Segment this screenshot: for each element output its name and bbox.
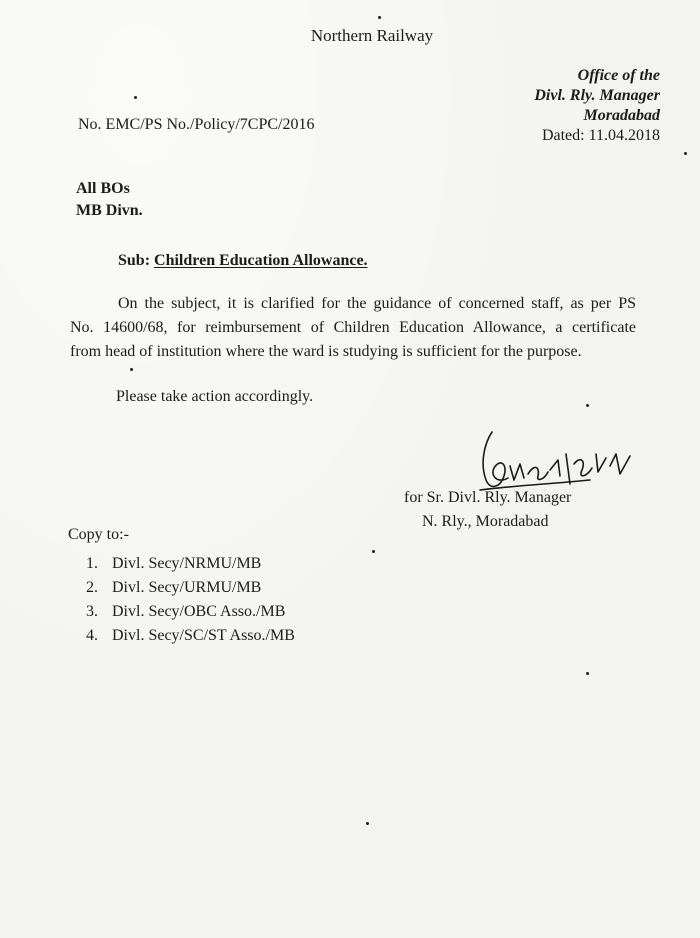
scan-speck <box>130 368 133 371</box>
addressee-block <box>76 178 143 222</box>
subject-text: Children Education Allowance. <box>154 252 368 269</box>
scan-speck <box>586 672 589 675</box>
list-item <box>86 624 295 648</box>
instruction-text: Please take action accordingly. <box>116 388 314 405</box>
list-item-number: 2. <box>86 579 98 596</box>
list-item-number: 4. <box>86 627 98 644</box>
office-line-1: Office of the <box>577 67 660 84</box>
office-line-2: Divl. Rly. Manager <box>534 87 660 104</box>
list-item-number: 1. <box>86 555 98 572</box>
list-item-text: Divl. Secy/NRMU/MB <box>112 555 262 572</box>
list-item <box>86 600 295 624</box>
organization-name: Northern Railway <box>310 26 434 45</box>
list-item-text: Divl. Secy/OBC Asso./MB <box>112 603 286 620</box>
list-item <box>86 576 295 600</box>
addressee-line-2: MB Divn. <box>76 202 143 219</box>
scan-speck <box>684 152 687 155</box>
subject-label: Sub: <box>118 252 151 269</box>
date-line: Dated: 11.04.2018 <box>541 127 660 144</box>
scan-speck <box>134 96 137 99</box>
scan-speck <box>378 16 381 19</box>
scan-speck <box>366 822 369 825</box>
scan-speck <box>586 404 589 407</box>
body-line-2: No. 14600/68, for reimbursement of Children Education Allowance, a certificate <box>70 319 636 336</box>
copy-to-list <box>86 552 295 648</box>
list-item-text: Divl. Secy/URMU/MB <box>112 579 262 596</box>
office-address-block <box>534 66 660 146</box>
signatory-designation: for Sr. Divl. Rly. Manager <box>404 489 572 506</box>
office-line-3: Moradabad <box>583 107 660 124</box>
copy-to-label: Copy to:- <box>68 526 129 543</box>
list-item <box>86 552 295 576</box>
subject-line <box>118 252 368 270</box>
reference-number: No. EMC/PS No./Policy/7CPC/2016 <box>78 116 315 133</box>
body-line-1: On the subject, it is clarified for the guidance of concerned staff, as per PS <box>118 295 636 312</box>
body-line-3: from head of institution where the ward is studying is sufficient for the purpose. <box>70 343 582 360</box>
addressee-line-1: All BOs <box>76 180 130 197</box>
list-item-text: Divl. Secy/SC/ST Asso./MB <box>112 627 295 644</box>
signatory-location: N. Rly., Moradabad <box>422 513 549 530</box>
scan-speck <box>372 550 375 553</box>
list-item-number: 3. <box>86 603 98 620</box>
body-paragraph <box>70 292 636 364</box>
signature-block <box>404 486 571 534</box>
